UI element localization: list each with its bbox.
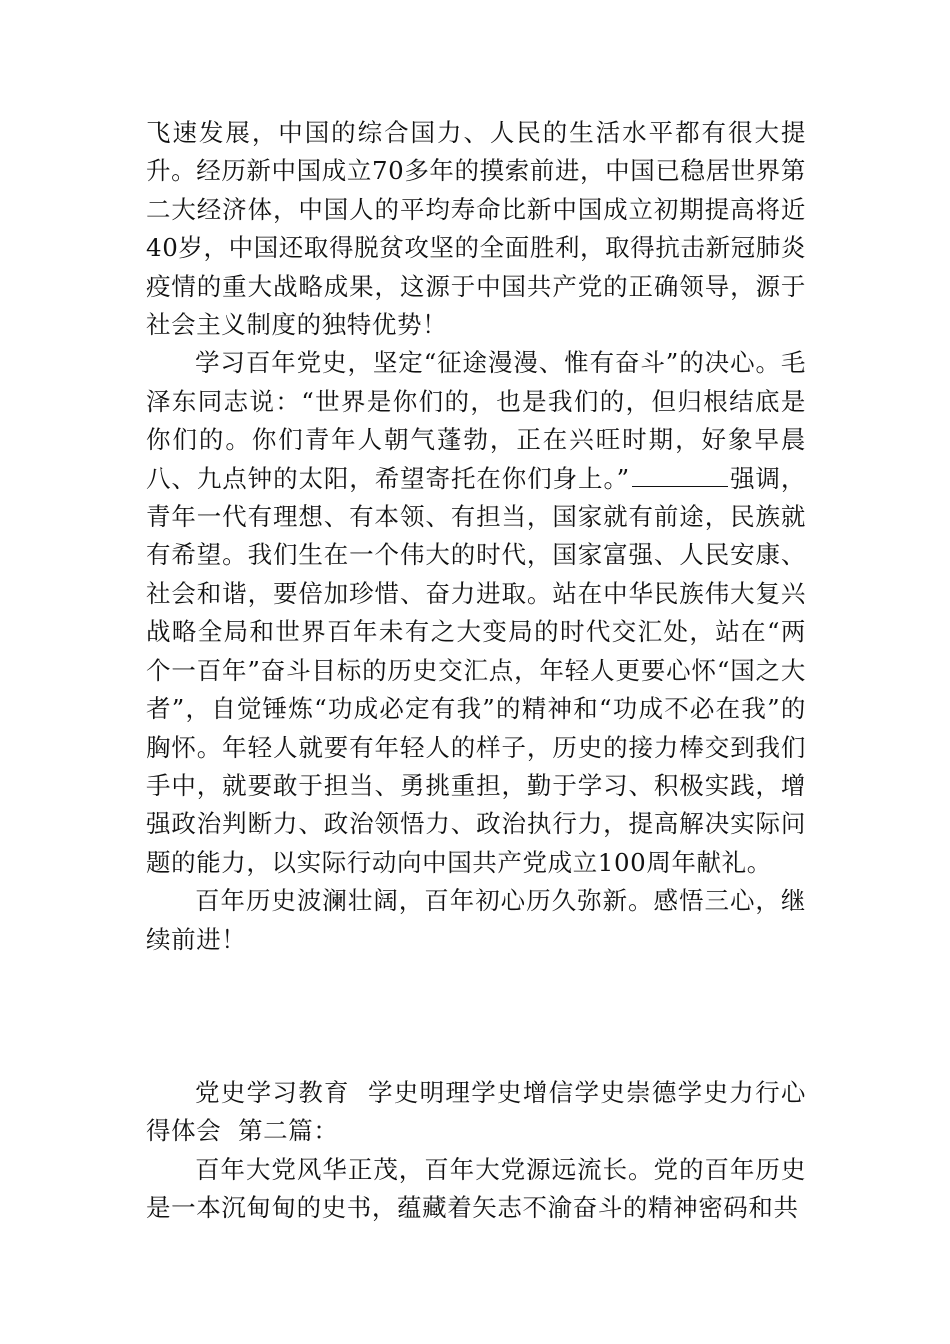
paragraph-youth-struggle: [146, 344, 806, 882]
paragraph-achievements: 飞速发展，中国的综合国力、人民的生活水平都有很大提升。经历新中国成立70多年的摸索前进，中国已稳居世界第二大经济体，中国人的平均寿命比新中国成立初期提高将近40岁，中国还取得脱贫攻坚的全面胜利，取得抗击新冠肺炎疫情的重大战略成果，这源于中国共产党的正确领导，源于社会主义制度的独特优势！: [146, 118, 806, 340]
document-page: [146, 114, 806, 1228]
section-spacer: [146, 959, 806, 1074]
paragraph-youth-text-after-blank: 强调，青年一代有理想、有本领、有担当，国家就有前途，民族就有希望。我们生在一个伟大的时代，国家富强、人民安康、社会和谐，要倍加珍惜、奋力进取。站在中华民族伟大复兴战略全局和世界百年未有之大变局的时代交汇处，站在“两个一百年”奋斗目标的历史交汇点，年轻人更要心怀“国之大者”，自觉锤炼“功成必定有我”的精神和“功成不必在我”的胸怀。年轻人就要有年轻人的样子，历史的接力棒交到我们手中，就要敢于担当、勇挑重担，勤于学习、积极实践，增强政治判断力、政治领悟力、政治执行力，提高解决实际问题的能力，以实际行动向中国共产党成立100周年献礼。: [146, 463, 806, 877]
fill-in-blank-line: [632, 464, 728, 487]
paragraph-second-article-intro: 百年大党风华正茂，百年大党源远流长。党的百年历史是一本沉甸甸的史书，蕴藏着矢志不渝奋斗的精神密码和共: [146, 1154, 806, 1223]
paragraph-youth-text-before-blank: 学习百年党史，坚定“征途漫漫、惟有奋斗”的决心。毛泽东同志说：“世界是你们的，也是我们的，但归根结底是你们的。你们青年人朝气蓬勃，正在兴旺时期，好象早晨八、九点钟的太阳，希望寄托在你们身上。”: [146, 348, 806, 493]
paragraph-conclusion: 百年历史波澜壮阔，百年初心历久弥新。感悟三心，继续前进！: [146, 886, 806, 954]
section-title: 党史学习教育 学史明理学史增信学史崇德学史力行心得体会 第二篇：: [146, 1077, 806, 1146]
